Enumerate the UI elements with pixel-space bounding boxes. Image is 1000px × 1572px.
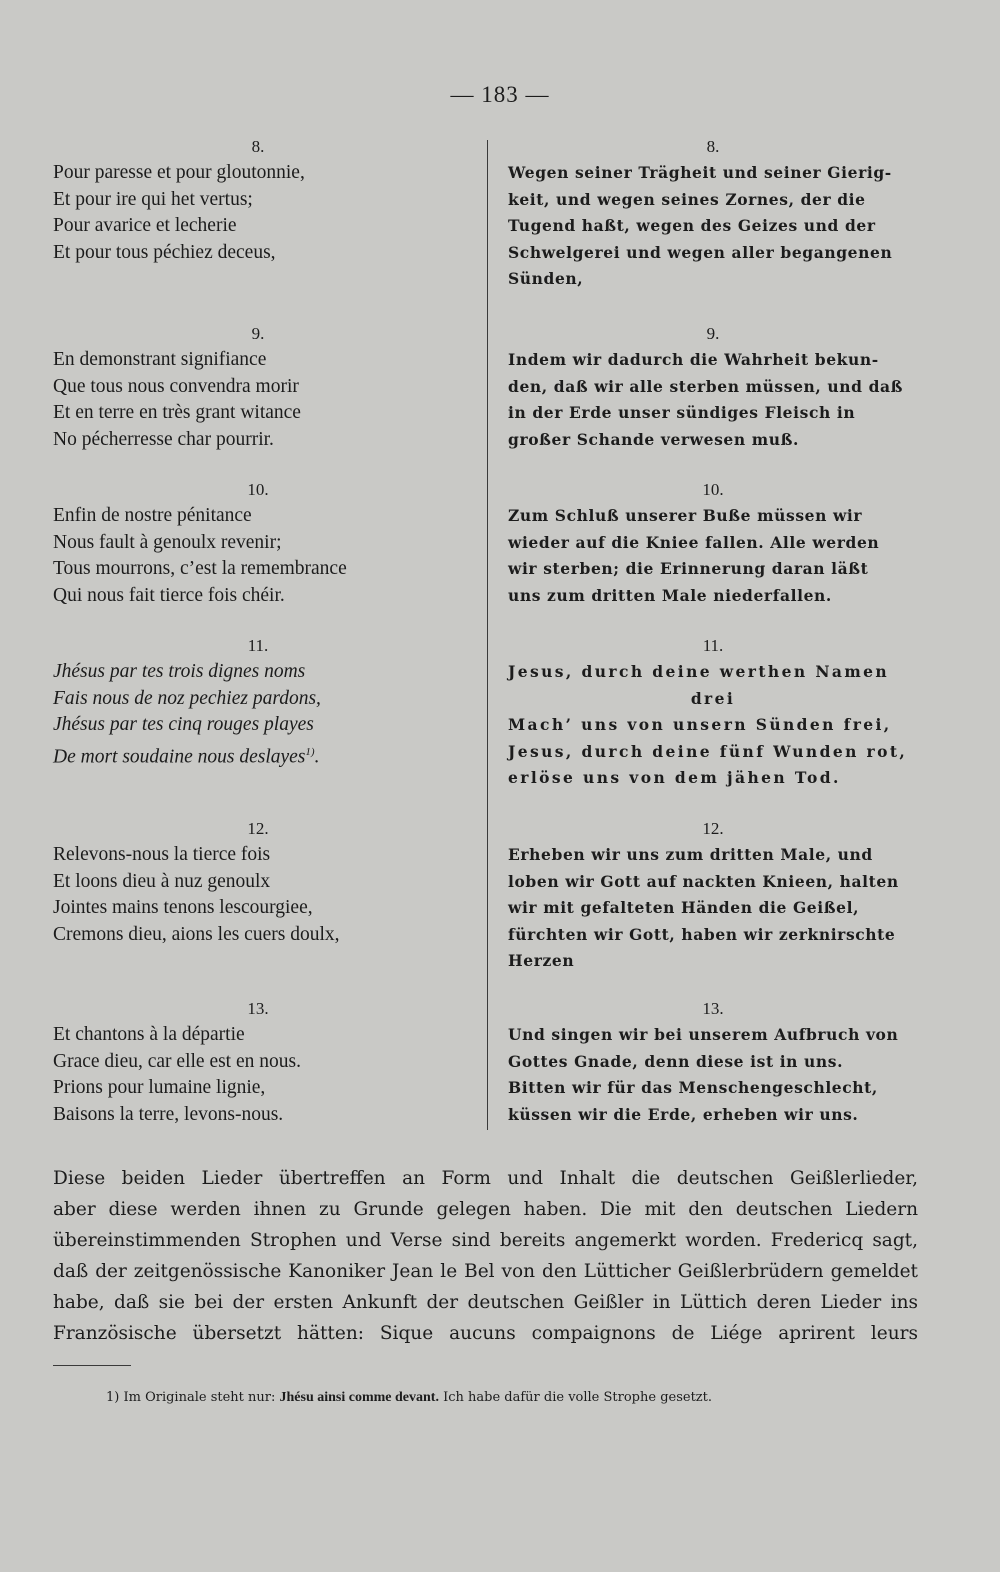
- paragraph-line: Französische übersetzt hätten: Sique aucuns compaignons de Liége aprirent leurs: [53, 1323, 918, 1344]
- translation-line: Bitten wir für das Menschengeschlecht,: [508, 1078, 878, 1097]
- stanza-number: 13.: [702, 999, 724, 1018]
- translation-line: loben wir Gott auf nackten Knieen, halten: [508, 871, 899, 891]
- verse-line: Et en terre en très grant witance: [53, 402, 301, 423]
- verse-line: Que tous nous convendra morir: [53, 375, 299, 397]
- stanza-number: 11.: [702, 636, 724, 655]
- footnote-french-quote: Jhésu ainsi comme devant.: [279, 1390, 439, 1405]
- verse-line: Et loons dieu à nuz genoulx: [53, 870, 271, 892]
- stanza-number: 12.: [702, 819, 724, 838]
- translation-line: Herzen: [508, 951, 575, 970]
- german-stanza: [508, 996, 918, 1128]
- translation-line: erlöse uns von dem jähen Tod.: [508, 768, 841, 787]
- footnote-ref: 1): [305, 745, 315, 758]
- footnote-marker: 1): [106, 1390, 120, 1405]
- translation-line: Schwelgerei und wegen aller begangenen: [508, 242, 893, 262]
- translation-line: Jesus, durch deine fünf Wunden rot,: [508, 741, 908, 761]
- verse-line: En demonstrant signifiance: [53, 349, 267, 370]
- stanza-number: 8.: [251, 137, 265, 156]
- paragraph-line: daß der zeitgenössische Kanoniker Jean le Bel von den Lütticher Geißlerbrüdern gemeldet: [53, 1261, 918, 1282]
- body-paragraph: [53, 1163, 918, 1349]
- paragraph-line: Diese beiden Lieder übertreffen an Form und Inhalt die deutschen Geißlerlieder,: [53, 1168, 918, 1189]
- stanza-number: 12.: [247, 819, 269, 838]
- french-stanza: [53, 477, 443, 609]
- stanza-number: 11.: [247, 636, 269, 655]
- verse-line: Baisons la terre, levons-nous.: [53, 1103, 284, 1125]
- translation-line: Jesus, durch deine werthen Namen: [508, 662, 890, 681]
- stanza-number: 10.: [702, 480, 724, 499]
- french-stanza: [53, 996, 443, 1128]
- stanza-number: 13.: [247, 999, 269, 1018]
- translation-line: den, daß wir alle sterben müssen, und daß: [508, 376, 904, 396]
- footnote-text-after: Ich habe dafür die volle Strophe gesetzt.: [443, 1390, 713, 1405]
- verse-line: Cremons dieu, aions les cuers doulx,: [53, 923, 340, 945]
- verse-line: Et chantons à la départie: [53, 1024, 245, 1045]
- verse-line: Et pour ire qui het vertus;: [53, 188, 253, 210]
- footnote-text-before: Im Originale steht nur:: [123, 1390, 276, 1405]
- translation-line: Zum Schluß unserer Buße müssen wir: [508, 506, 863, 525]
- translation-line: drei: [690, 688, 736, 708]
- translation-line: in der Erde unser sündiges Fleisch in: [508, 403, 856, 422]
- column-divider: [487, 140, 488, 1130]
- verse-line: De mort soudaine nous deslayes$^{1)}$.: [53, 745, 320, 767]
- french-stanza: [53, 633, 443, 771]
- french-stanza: [53, 816, 443, 948]
- verse-line: Jhésus par tes trois dignes noms: [53, 661, 306, 682]
- stanza-number: 9.: [706, 324, 720, 343]
- translation-line: Sünden,: [508, 269, 584, 288]
- verse-line: Qui nous fait tierce fois chéir.: [53, 584, 285, 606]
- paragraph-line: habe, daß sie bei der ersten Ankunft der deutschen Geißler in Lüttich deren Lieder ins: [53, 1292, 918, 1313]
- french-stanza: [53, 134, 443, 266]
- translation-line: Mach’ uns von unsern Sünden frei,: [508, 715, 892, 734]
- footnote-rule: [53, 1365, 131, 1366]
- stanza-number: 9.: [251, 324, 265, 343]
- translation-line: Erheben wir uns zum dritten Male, und: [508, 845, 873, 864]
- verse-line: Grace dieu, car elle est en nous.: [53, 1050, 301, 1072]
- translation-line: wir sterben; die Erinnerung daran läßt: [508, 559, 869, 578]
- german-stanza: [508, 816, 918, 975]
- verse-line: Pour paresse et pour gloutonnie,: [53, 162, 305, 183]
- translation-line: Wegen seiner Trägheit und seiner Gierig-: [508, 163, 892, 182]
- translation-line: fürchten wir Gott, haben wir zerknirschte: [508, 924, 896, 944]
- verse-line: Enfin de nostre pénitance: [53, 505, 252, 526]
- verse-line: Jointes mains tenons lescourgiee,: [53, 897, 313, 918]
- page-number: — 183 —: [450, 82, 550, 107]
- translation-line: uns zum dritten Male niederfallen.: [508, 585, 832, 605]
- translation-line: wir mit gefalteten Händen die Geißel,: [508, 898, 860, 917]
- german-stanza: [508, 477, 918, 609]
- stanza-number: 8.: [706, 137, 720, 156]
- translation-line: Tugend haßt, wegen des Geizes und der: [508, 216, 876, 235]
- german-stanza: [508, 633, 918, 792]
- verse-line: Prions pour lumaine lignie,: [53, 1077, 266, 1098]
- verse-line: No pécherresse char pourrir.: [53, 428, 274, 450]
- verse-line: Fais nous de noz pechiez pardons,: [53, 687, 321, 709]
- verse-line: Et pour tous péchiez deceus,: [53, 241, 276, 263]
- translation-line: wieder auf die Kniee fallen. Alle werden: [508, 532, 880, 552]
- paragraph-line: aber diese werden ihnen zu Grunde gelegen haben. Die mit den deutschen Liedern: [53, 1199, 918, 1220]
- footnote: [106, 1390, 712, 1406]
- verse-line: Jhésus par tes cinq rouges playes: [53, 714, 314, 735]
- verse-line: Relevons-nous la tierce fois: [53, 844, 271, 865]
- french-stanza: [53, 321, 443, 453]
- translation-line: Und singen wir bei unserem Aufbruch von: [508, 1025, 899, 1044]
- translation-line: küssen wir die Erde, erheben wir uns.: [508, 1104, 859, 1124]
- german-stanza: [508, 321, 918, 453]
- verse-line: Tous mourrons, c’est la remembrance: [53, 558, 347, 579]
- german-stanza: [508, 134, 918, 293]
- translation-line: Indem wir dadurch die Wahrheit bekun-: [508, 350, 879, 369]
- translation-line: Gottes Gnade, denn diese ist in uns.: [508, 1051, 844, 1071]
- translation-line: keit, und wegen seines Zornes, der die: [508, 189, 866, 209]
- verse-line: Nous fault à genoulx revenir;: [53, 531, 282, 553]
- verse-line: Pour avarice et lecherie: [53, 215, 237, 236]
- paragraph-line: übereinstimmenden Strophen und Verse sind bereits angemerkt worden. Fredericq sagt,: [53, 1230, 918, 1251]
- stanza-number: 10.: [247, 480, 269, 499]
- translation-line: großer Schande verwesen muß.: [508, 429, 799, 449]
